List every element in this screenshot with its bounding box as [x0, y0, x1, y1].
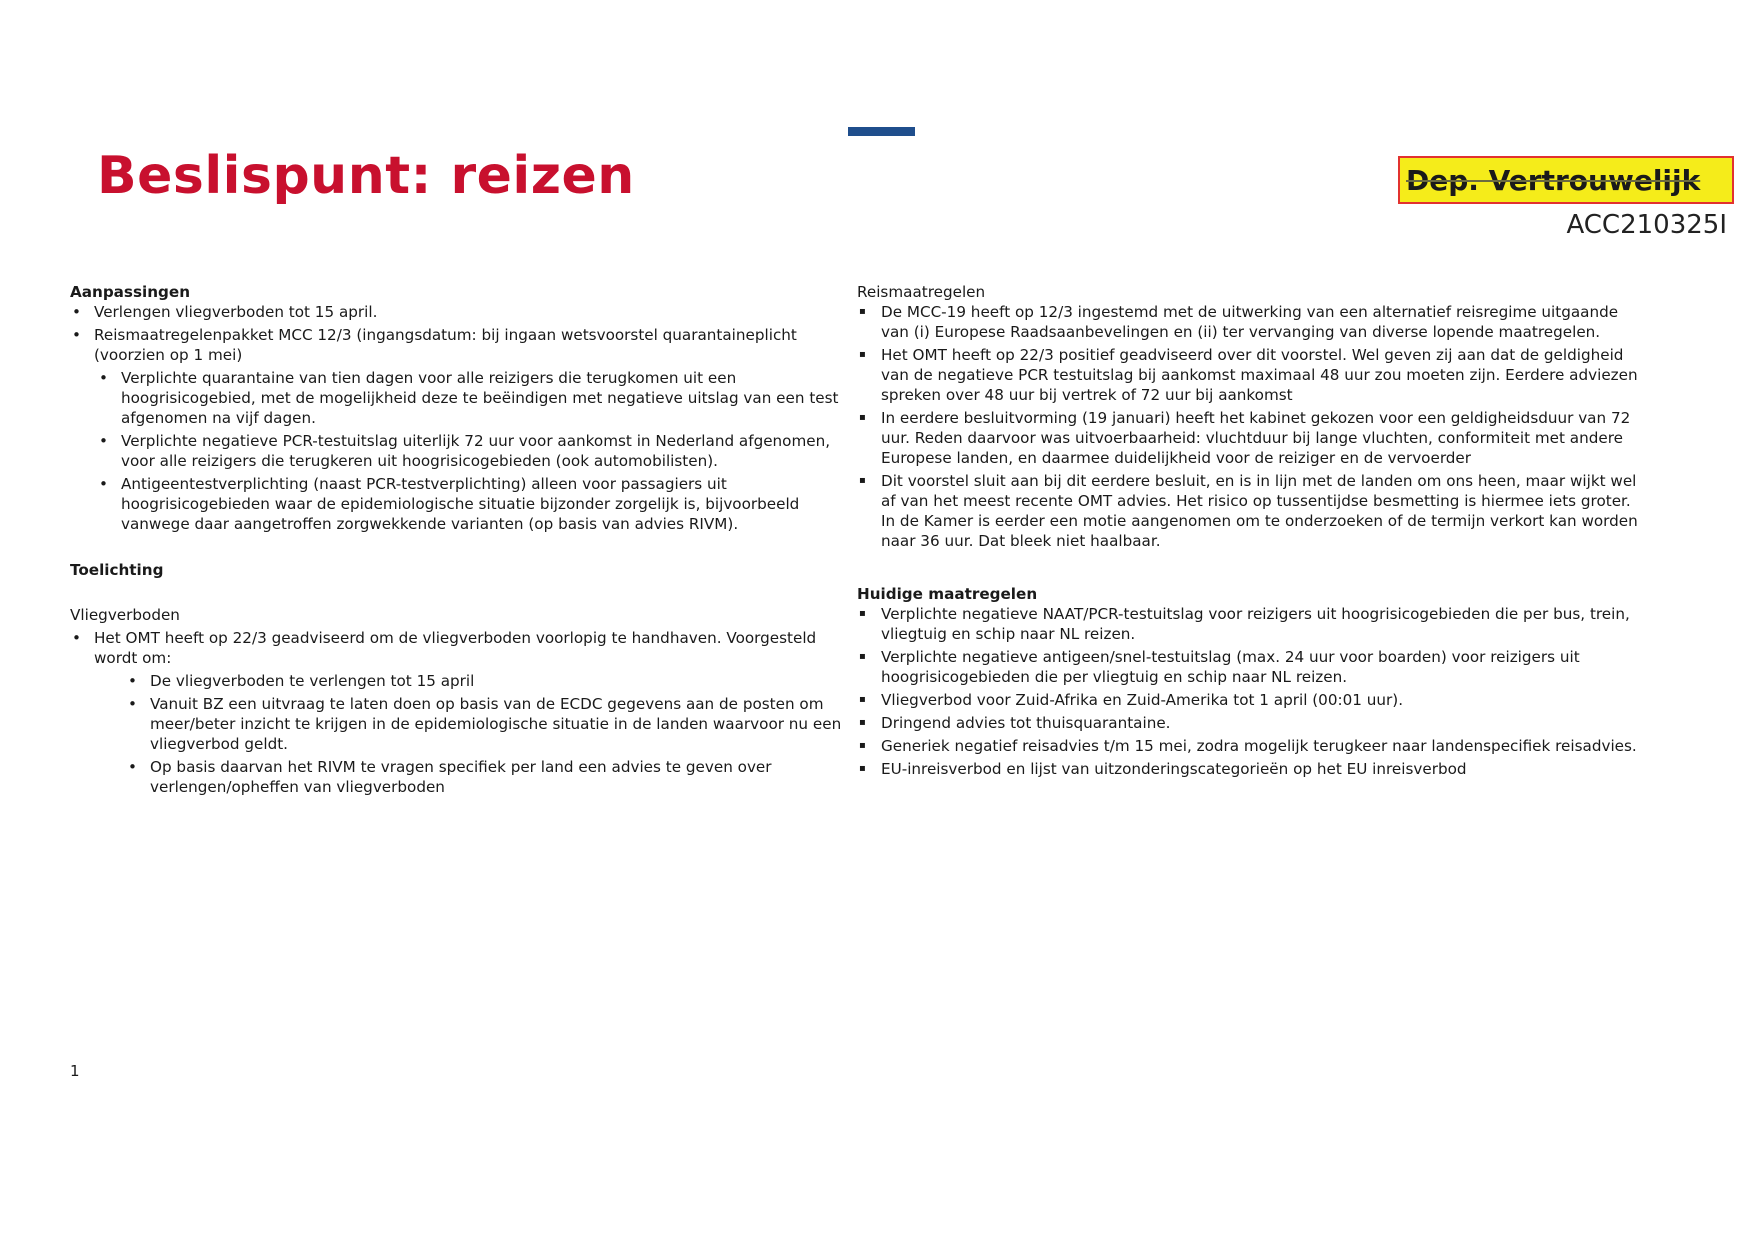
section-heading-reismaatregelen: Reismaatregelen [857, 283, 986, 301]
list-item: ▪ Generiek negatief reisadvies t/m 15 mei, zodra mogelijk terugkeer naar landenspecifiek reisadvies. [857, 736, 1649, 756]
list-item: ▪ In eerdere besluitvorming (19 januari) heeft het kabinet gekozen voor een geldigheidsduur van 72 uur. Reden daarvoor was uitvoerbaarheid: vluchtduur bij lange vluchten, conformiteit met andere Europese landen, en daarmee duidelijkheid voor de reiziger en de vervoerder [857, 408, 1649, 468]
subheading-vliegverboden: Vliegverboden [70, 606, 180, 624]
section-heading-toelichting: Toelichting [70, 561, 164, 579]
list-item [70, 628, 860, 797]
page-number: 1 [70, 1062, 80, 1080]
sub-list [94, 368, 860, 534]
list-item: ▪ De MCC-19 heeft op 12/3 ingestemd met de uitwerking van een alternatief reisregime uitgaande van (i) Europese Raadsaanbevelingen en (ii) ter vervanging van diverse lopende maatregelen. [857, 302, 1649, 342]
aanpassingen-list [70, 302, 860, 534]
list-item: ▪ Verplichte negatieve antigeen/snel-testuitslag (max. 24 uur voor boarden) voor reizigers uit hoogrisicogebieden die per vliegtuig en schip naar NL reizen. [857, 647, 1649, 687]
page-title: Beslispunt: reizen [97, 146, 635, 206]
sub-list-item: • De vliegverboden te verlengen tot 15 april [94, 671, 860, 691]
right-column [857, 282, 1649, 782]
sub-list-item: • Vanuit BZ een uitvraag te laten doen op basis van de ECDC gegevens aan de posten om meer/beter inzicht te krijgen in de epidemiologische situatie in de landen waarvoor nu een vliegverbod geldt. [94, 694, 860, 754]
list-item-text: Het OMT heeft op 22/3 geadviseerd om de vliegverboden voorlopig te handhaven. Voorgesteld wordt om: [94, 629, 817, 667]
sub-list [94, 671, 860, 797]
list-item: ▪ Dit voorstel sluit aan bij dit eerdere besluit, en is in lijn met de landen om ons heen, maar wijkt wel af van het meest recente OMT advies. Het risico op tussentijdse besmetting is hiermee iets groter. In de Kamer is eerder een motie aangenomen om te onderzoeken of de termijn verkort kan worden naar 36 uur. Dat bleek niet haalbaar. [857, 471, 1649, 551]
list-item [70, 325, 860, 534]
list-item-text: Verlengen vliegverboden tot 15 april. [94, 303, 378, 321]
toelichting-list [70, 628, 860, 797]
sub-list-item: • Verplichte quarantaine van tien dagen voor alle reizigers die terugkomen uit een hoogrisicogebied, met de mogelijkheid deze te beëindigen met negatieve uitslag van een test afgenomen na vijf dagen. [94, 368, 860, 428]
document-reference: ACC210325I [1566, 210, 1727, 240]
list-item: ▪ Vliegverbod voor Zuid-Afrika en Zuid-Amerika tot 1 april (00:01 uur). [857, 690, 1649, 710]
list-item: ▪ Het OMT heeft op 22/3 positief geadviseerd over dit voorstel. Wel geven zij aan dat de geldigheid van de negatieve PCR testuitslag bij aankomst maximaal 48 uur zou moeten zijn. Eerdere adviezen spreken over 48 uur bij vertrek of 72 uur bij aankomst [857, 345, 1649, 405]
classification-badge [1398, 156, 1734, 204]
sub-list-item: • Verplichte negatieve PCR-testuitslag uiterlijk 72 uur voor aankomst in Nederland afgenomen, voor alle reizigers die terugkeren uit hoogrisicogebieden (ook automobilisten). [94, 431, 860, 471]
huidige-maatregelen-list [857, 604, 1649, 779]
left-column [70, 282, 860, 800]
section-heading-aanpassingen: Aanpassingen [70, 283, 191, 301]
reismaatregelen-list [857, 302, 1649, 551]
section-heading-huidige-maatregelen: Huidige maatregelen [857, 585, 1038, 603]
list-item: ▪ EU-inreisverbod en lijst van uitzonderingscategorieën op het EU inreisverbod [857, 759, 1649, 779]
list-item: ▪ Dringend advies tot thuisquarantaine. [857, 713, 1649, 733]
list-item: ▪ Verplichte negatieve NAAT/PCR-testuitslag voor reizigers uit hoogrisicogebieden die per bus, trein, vliegtuig en schip naar NL reizen. [857, 604, 1649, 644]
classification-label: Dep. Vertrouwelijk [1406, 163, 1701, 197]
accent-bar [848, 127, 915, 136]
sub-list-item: • Op basis daarvan het RIVM te vragen specifiek per land een advies te geven over verlengen/opheffen van vliegverboden [94, 757, 860, 797]
list-item [70, 302, 860, 322]
list-item-text: Reismaatregelenpakket MCC 12/3 (ingangsdatum: bij ingaan wetsvoorstel quarantaineplicht (voorzien op 1 mei) [94, 326, 797, 364]
sub-list-item: • Antigeentestverplichting (naast PCR-testverplichting) alleen voor passagiers uit hoogrisicogebieden waar de epidemiologische situatie bijzonder zorgelijk is, bijvoorbeeld vanwege daar aangetroffen zorgwekkende varianten (op basis van advies RIVM). [94, 474, 860, 534]
